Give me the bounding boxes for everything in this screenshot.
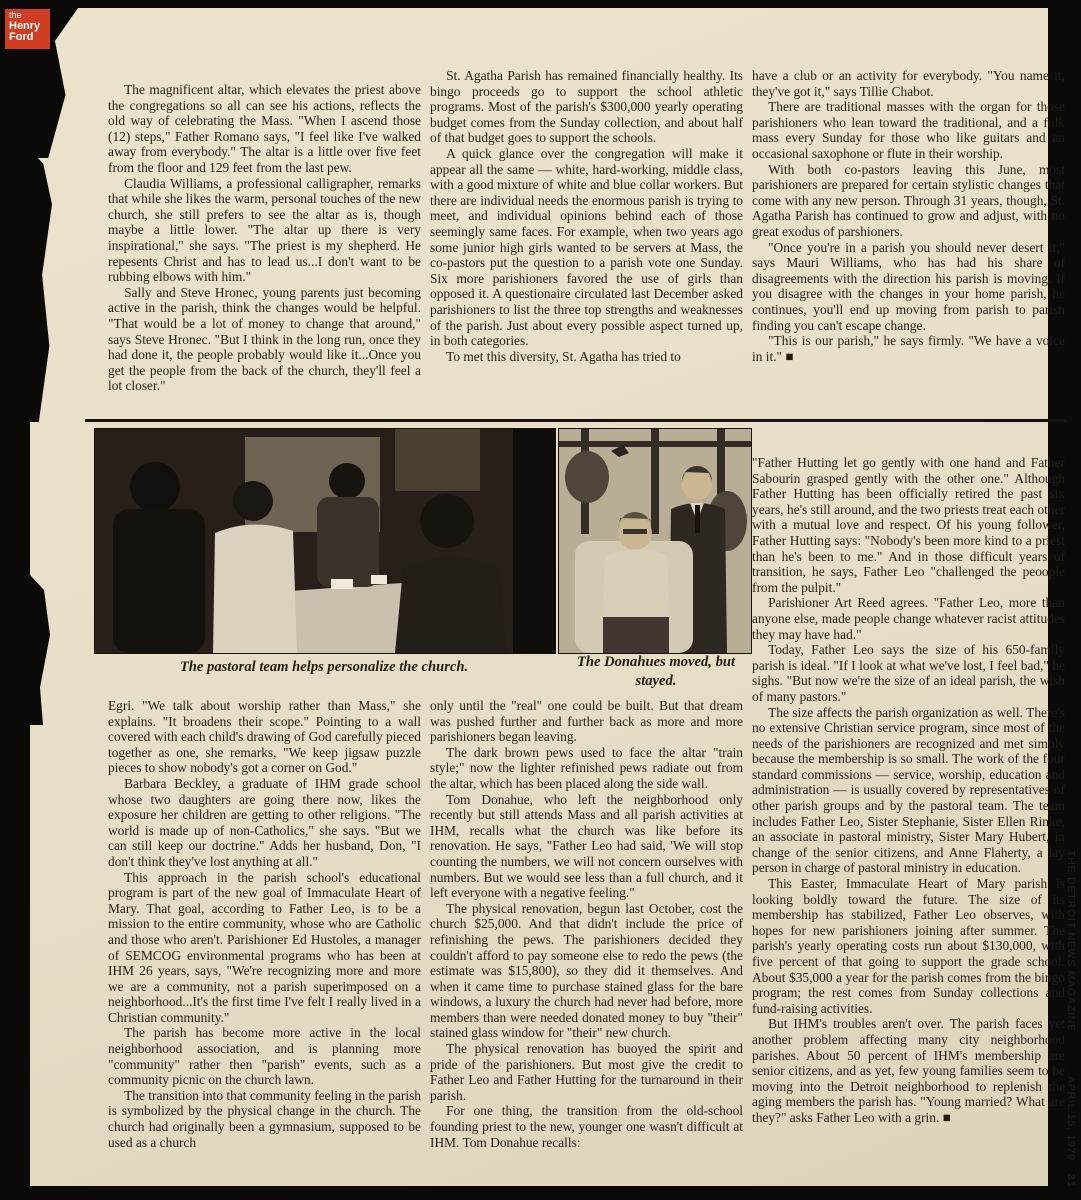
paragraph: only until the "real" one could be built. But that dream was pushed further and further back as more and more parishioners began leaving.	[430, 698, 743, 745]
paragraph: Sally and Steve Hronec, young parents just becoming active in the parish, think the changes would be helpful. "That would be a lot of money to change that around," says Steve Hronec. "But I think in the long run, once they had done it, the people probably would like it...Once you get the people from the back of the church, they'll feel a lot closer."	[108, 284, 421, 394]
paragraph: A quick glance over the congregation will make it appear all the same — white, hard-working, middle class, with a good mixture of white and blue collar workers. But there are individual needs the enormous parish is trying to meet, and individual opinions behind each of those seemingly same faces. For example, when two years ago some junior high girls wanted to be servers at Mass, the co-pastors put the question to a parish vote one Sunday. Six more parishioners favored the use of girls than opposed it. A questionaire circulated last December asked parishioners to list the three top strengths and weaknesses of the parish. Just about every possible aspect turned up, in both categories.	[430, 145, 743, 349]
paragraph: "Once you're in a parish you should never desert it," says Mauri Williams, who has had his share of disagreements with the direction his parish is moving. If you disagree with the changes in your home parish, he continues, you'll end up moving from parish to parish finding you can't escape change.	[752, 239, 1065, 333]
article-bottom-column-1	[108, 698, 421, 1150]
paragraph: Barbara Beckley, a graduate of IHM grade school whose two daughters are going there now, likes the exposure her children are getting to other religions. "The world is made up of non-Catholics," she says. "But we can still keep our doctrine." Adds her husband, Don, "I don't think they've lost anything at all."	[108, 775, 421, 869]
paragraph: Parishioner Art Reed agrees. "Father Leo, more than anyone else, made people change whatever racist attitudes they may have had."	[752, 595, 1065, 642]
logo-henry: Henry	[9, 20, 41, 32]
paragraph: The physical renovation has buoyed the spirit and pride of the parishioners. But most give the credit to Father Leo and Father Hutting for the turnaround in their parish.	[430, 1041, 743, 1103]
paragraph: To met this diversity, St. Agatha has tried to	[446, 348, 681, 364]
paragraph: "This is our parish," he says firmly. "We have a voice in it." ■	[752, 333, 1065, 364]
paragraph: This approach in the parish school's educational program is part of the new goal of Immaculate Heart of Mary. That goal, according to Father Leo, is to be a mission to the entire community, whose who are Catholic and those who aren't. Parishioner Ed Hustoles, a manager of SEMCOG environmental programs who has been at IHM 26 years, says, "We're recognizing more and more we are a community, not a parish superimposed on a neighborhood...It's the first time I've felt I really lived in a Christian community."	[108, 869, 421, 1025]
logo-ford: Ford	[9, 31, 34, 43]
paragraph: Tom Donahue, who left the neighborhood only recently but still attends Mass and all parish activities at IHM, recalls what the church was like before its renovation. He says, "Father Leo had said, 'We will stop counting the numbers, we will not concern ourselves with numbers. But we would see less than a full church, and it left everyone with a negative feeling."	[430, 791, 743, 901]
section-divider-rule	[85, 419, 1067, 422]
article-top-column-2	[430, 68, 743, 364]
paragraph: This Easter, Immaculate Heart of Mary parish is looking boldly toward the future. The size of its membership has stabilized, Father Leo observes, with hopes for new parishioners joining after summer. The parish's yearly operating costs run about $130,000, with five percent of that going to support the grade school. About $35,000 a year for the parish comes from the bingo program; the rest comes from Sunday collections and fund-raising activities.	[752, 876, 1065, 1016]
paragraph: St. Agatha Parish has remained financially healthy. Its bingo proceeds go to support the school athletic programs. Most of the parish's $300,000 yearly operating budget comes from the Sunday collection, and about half of that budget goes to support the schools.	[430, 68, 743, 146]
logo-the: the	[9, 10, 22, 20]
paragraph: The dark brown pews used to face the altar "train style;" now the lighter refinished pews radiate out from the altar, which has been placed along the side wall.	[430, 744, 743, 791]
article-bottom-column-2	[430, 698, 743, 1150]
pastoral-team-photo-graphic	[95, 429, 555, 653]
paragraph: have a club or an activity for everybody. "You name it, they've got it," says Tillie Chabot.	[752, 68, 1065, 99]
article-bottom-column-3	[752, 455, 1065, 1126]
paragraph: There are traditional masses with the organ for those parishioners who lean toward the traditional, and a folk mass every Sunday for those who like guitars and an occasional saxophone or flute in their worship.	[752, 99, 1065, 161]
paragraph: Today, Father Leo says the size of his 650-family parish is ideal. "If I look at what we've lost, I feel bad," he sighs. "But now we're the size of an ideal parish, the wish of many pastors."	[752, 642, 1065, 704]
caption-donahues: The Donahues moved, but stayed.	[576, 654, 736, 689]
paragraph: The transition into that community feeling in the parish is symbolized by the physical change in the church. The church had originally been a gymnasium, supposed to be used as a church	[108, 1087, 421, 1150]
paragraph: But IHM's troubles aren't over. The parish faces yet another problem affecting many city neighborhood parishes. About 50 percent of IHM's membership are senior citizens, and as yet, few young families seem to be moving into the Detroit neighborhood to replenish the aging members the parish has. "Young married? What are they?" asks Father Leo with a grin. ■	[752, 1016, 1065, 1125]
article-top-column-1	[108, 82, 421, 394]
paragraph: The size affects the parish organization as well. There's no extensive Christian service program, since most of the needs of the parishioners are recognized and met simply because the membership is so small. The work of the four standard commissions — service, worship, education and administration — is usually covered by representatives of other parish groups and by the pastoral team. The team includes Father Leo, Sister Stephanie, Sister Ellen Rinke, an associate in pastoral ministry, Sister Mary Hubert, in change of the senior citizens, and Anne Flaherty, a lay person in charge of pastoral ministry in education.	[752, 704, 1065, 876]
paragraph: Egri. "We talk about worship rather than Mass," she explains. "It broadens their scope." Pointing to a wall covered with each child's drawing of God carefully pieced together as one, she remarks, "We keep jigsaw puzzle pieces to show nobody's got a corner on God."	[108, 698, 421, 776]
newspaper-page-scan	[30, 8, 1077, 1188]
paragraph: The parish has become more active in the local neighborhood association, and is planning more "community" rather then "parish" events, such as a community picnic on the church lawn.	[108, 1025, 421, 1088]
sidebar-issue-date: APRIL 15, 1979	[1065, 1076, 1077, 1161]
sidebar-page-number: 31	[1065, 1174, 1077, 1188]
paragraph: With both co-pastors leaving this June, most parishioners are prepared for certain stylistic changes that come with any new person. Through 31 years, though, St. Agatha Parish has continued to grow and adjust, with no great exodus of parshioners.	[752, 161, 1065, 239]
caption-pastoral-team: The pastoral team helps personalize the church.	[179, 659, 469, 675]
paragraph: For one thing, the transition from the old-school founding priest to the new, younger one wasn't difficult at IHM. Tom Donahue recalls:	[430, 1103, 743, 1150]
article-top-column-3	[752, 68, 1065, 364]
sidebar-magazine-title: THE DETROIT NEWS MAGAZINE	[1065, 850, 1077, 1032]
paragraph: "Father Hutting let go gently with one hand and Father Sabourin grasped gently with the other one." Although Father Hutting has been officially retired the past six years, he's still around, and the two priests treat each other with a mutual love and respect. Of his young follower, Father Hutting says: "Nobody's been more kind to a priest than he's been to me." And in those difficult years of transition, he says, Father Leo "challenged the peoople from the pulpit."	[752, 455, 1065, 595]
photo-pastoral-team	[94, 428, 556, 654]
donahues-photo-graphic	[559, 429, 751, 653]
henry-ford-logo	[5, 9, 50, 49]
paragraph: The physical renovation, begun last October, cost the church $25,000. And that didn't include the price of refinishing the pews. The parishioners decided they couldn't afford to pay someone else to redo the pews (the estimate was $15,800), so they did it themselves. And when it came time to purchase stained glass for the bare windows, a luxury the church had never had before, more members than were needed donated money to buy "their" stained glass window for "their" new church.	[430, 900, 743, 1041]
paragraph: The magnificent altar, which elevates the priest above the congregations so all can see his actions, reflects the old way of celebrating the Mass. "When I ascend those (12) steps," Father Romano says, "I feel like I've walked away from everybody." The altar is a little over five feet from the floor and 129 feet from the last pew.	[108, 82, 421, 175]
paragraph: Claudia Williams, a professional calligrapher, remarks that while she likes the warm, personal touches of the new church, she still prefers to see the altar as is, though maybe a little lower. "The altar up there is very inspirational," she says. "The priest is my shepherd. He repesents Christ and has to lead us...I don't want to be rubbing elbows with him."	[108, 175, 421, 285]
photo-donahues	[558, 428, 752, 654]
